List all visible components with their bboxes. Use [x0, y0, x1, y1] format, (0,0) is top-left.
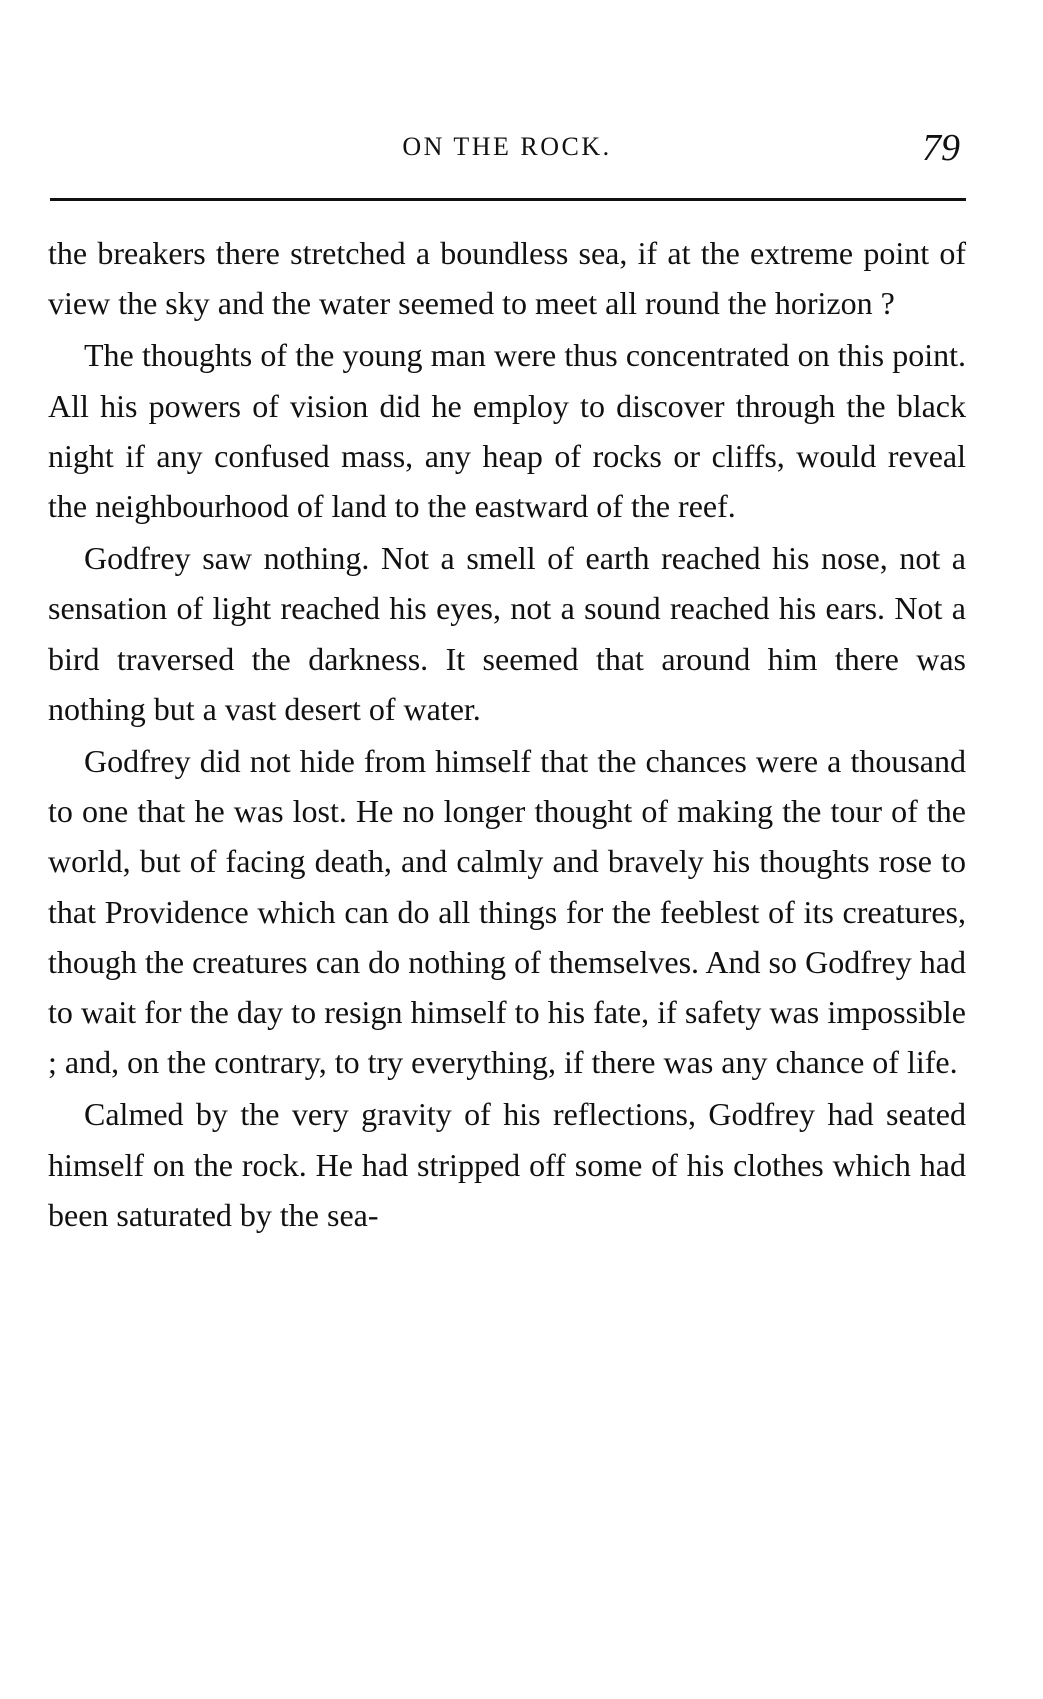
- running-header: [48, 128, 966, 168]
- paragraph: Calmed by the very gravity of his reflections, Godfrey had seated himself on the rock. He had stripped off some of his clothes which had been saturated by the sea-: [48, 1096, 966, 1233]
- running-title: ON THE ROCK.: [402, 132, 612, 161]
- paragraph: Godfrey saw nothing. Not a smell of earth reached his nose, not a sensation of light reached his eyes, not a sound reached his ears. Not a bird traversed the darkness. It seemed that around him there was nothing but a vast desert of water.: [48, 540, 966, 727]
- paragraph: the breakers there stretched a boundless sea, if at the extreme point of view the sky and the water seemed to meet all round the horizon ?: [48, 235, 966, 322]
- body-text: [48, 228, 966, 1240]
- page-number: 79: [922, 127, 960, 169]
- paragraph: The thoughts of the young man were thus concentrated on this point. All his powers of vision did he employ to discover through the black night if any confused mass, any heap of rocks or cliffs, would reveal the neighbourhood of land to the eastward of the reef.: [48, 337, 966, 525]
- header-rule: [50, 198, 966, 201]
- paragraph: Godfrey did not hide from himself that the chances were a thousand to one that he was lost. He no longer thought of making the tour of the world, but of facing death, and calmly and bravely his thoughts rose to that Providence which can do all things for the feeblest of its creatures, though the creatures can do nothing of themselves. And so Godfrey had to wait for the day to resign himself to his fate, if safety was impossible ; and, on the contrary, to try everything, if there was any chance of life.: [48, 743, 966, 1081]
